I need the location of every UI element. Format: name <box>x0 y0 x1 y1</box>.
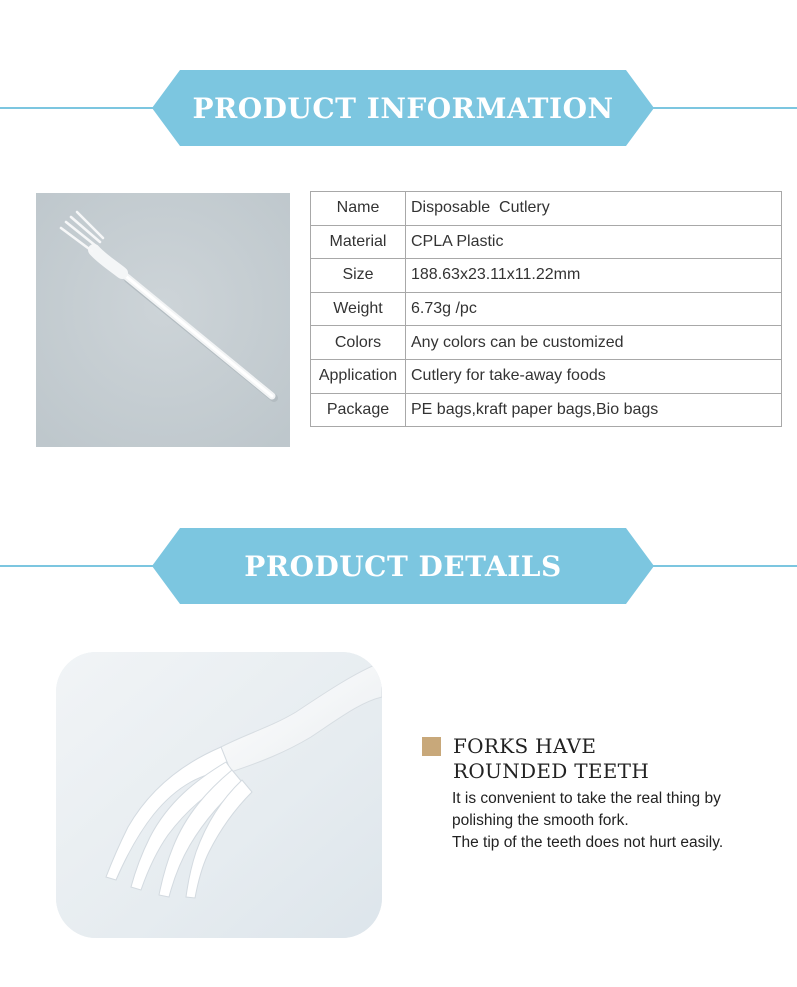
product-photo-fork <box>36 193 290 447</box>
spec-value: CPLA Plastic <box>406 225 782 259</box>
fork-illustration <box>36 193 290 447</box>
product-details-banner <box>0 528 797 604</box>
spec-value: PE bags,kraft paper bags,Bio bags <box>406 393 782 427</box>
spec-value: 188.63x23.11x11.22mm <box>406 259 782 293</box>
spec-key: Name <box>311 192 406 226</box>
feature-title <box>453 734 783 784</box>
spec-row-application <box>311 359 782 393</box>
feature-description-line: polishing the smooth fork. <box>452 812 629 829</box>
spec-row-material <box>311 225 782 259</box>
spec-value: 6.73g /pc <box>406 292 782 326</box>
feature-bullet-square <box>422 737 441 756</box>
feature-description-line: The tip of the teeth does not hurt easily. <box>452 834 724 851</box>
spec-row-package <box>311 393 782 427</box>
spec-key: Package <box>311 393 406 427</box>
spec-value: Disposable Cutlery <box>406 192 782 226</box>
feature-title-line: FORKS HAVE <box>453 734 597 758</box>
spec-key: Colors <box>311 326 406 360</box>
feature-description-line: It is convenient to take the real thing by <box>452 790 721 807</box>
spec-key: Weight <box>311 292 406 326</box>
spec-value: Any colors can be customized <box>406 326 782 360</box>
feature-title-line: ROUNDED TEETH <box>453 759 650 783</box>
spec-table <box>310 191 782 427</box>
fork-teeth-closeup-photo <box>56 652 382 938</box>
spec-row-name <box>311 192 782 226</box>
product-information-banner <box>0 70 797 146</box>
feature-description <box>452 788 782 854</box>
spec-key: Size <box>311 259 406 293</box>
fork-teeth-illustration <box>56 652 382 938</box>
spec-row-colors <box>311 326 782 360</box>
section-title: PRODUCT INFORMATION <box>192 92 614 125</box>
section-title: PRODUCT DETAILS <box>244 550 562 583</box>
spec-value: Cutlery for take-away foods <box>406 359 782 393</box>
spec-key: Application <box>311 359 406 393</box>
spec-row-weight <box>311 292 782 326</box>
spec-row-size <box>311 259 782 293</box>
spec-key: Material <box>311 225 406 259</box>
